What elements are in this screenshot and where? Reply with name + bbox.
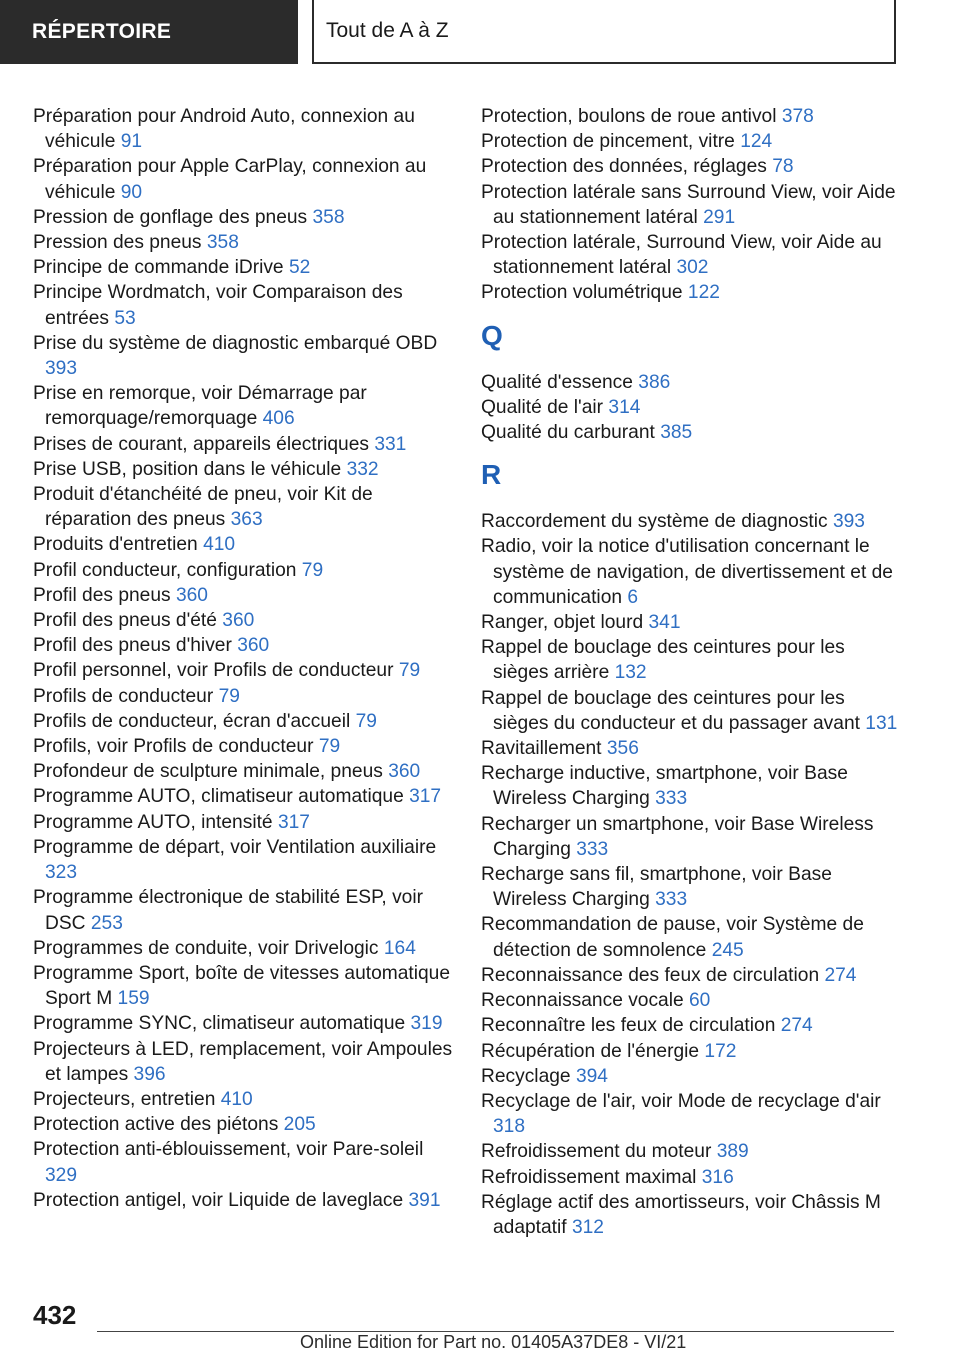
index-entry: [481, 1013, 901, 1038]
index-entry: [481, 912, 901, 962]
page-reference-link[interactable]: 90: [120, 181, 143, 203]
index-entry: [481, 1190, 901, 1240]
page-reference-link[interactable]: 319: [410, 1013, 443, 1035]
page-reference-link[interactable]: 358: [312, 206, 345, 228]
index-entry: [481, 963, 901, 988]
page-reference-link[interactable]: 172: [704, 1040, 737, 1062]
index-entry: [33, 633, 453, 658]
index-entry-text: Programme AUTO, intensité: [33, 811, 273, 833]
index-entry: [481, 230, 901, 280]
page-reference-link[interactable]: 79: [218, 685, 240, 707]
index-entry-text: Projecteurs, entretien: [33, 1088, 216, 1110]
index-entry-text: Protection de pincement, vitre: [481, 131, 735, 153]
page-reference-link[interactable]: 333: [576, 838, 609, 860]
index-entry: [33, 381, 453, 431]
page-reference-link[interactable]: 318: [493, 1116, 526, 1138]
page-reference-link[interactable]: 333: [655, 889, 688, 911]
index-entry: [481, 1089, 901, 1139]
page-reference-link[interactable]: 122: [687, 282, 720, 304]
index-entry-text: Projecteurs à LED, remplacement, voir Ampoules et lampes: [33, 1038, 453, 1085]
index-entry-text: Programmes de conduite, voir Drivelogic: [33, 937, 379, 959]
page-reference-link[interactable]: 363: [230, 509, 263, 531]
index-entry-text: Profils, voir Profils de conducteur: [33, 736, 314, 758]
page-reference-link[interactable]: 331: [374, 433, 407, 455]
index-entry-text: Refroidissement du moteur: [481, 1141, 712, 1163]
page-reference-link[interactable]: 393: [832, 511, 865, 533]
index-entry: [33, 255, 453, 280]
index-entry-text: Protection des données, réglages: [481, 156, 767, 178]
page-reference-link[interactable]: 385: [660, 422, 693, 444]
index-entry-text: Produit d'étanchéité de pneu, voir Kit de réparation des pneus: [33, 484, 373, 531]
index-entry-text: Profil des pneus: [33, 584, 171, 606]
index-entry: [33, 658, 453, 683]
page-reference-link[interactable]: 291: [703, 206, 736, 228]
page-reference-link[interactable]: 79: [318, 736, 341, 758]
index-entry-text: Protection anti-éblouissement, voir Pare-soleil: [33, 1139, 424, 1161]
index-group-r: [481, 509, 901, 1240]
index-entry-text: Recharge sans fil, smartphone, voir Base Wireless Charging: [481, 864, 832, 911]
index-entry: [33, 709, 453, 734]
index-entry: [481, 1039, 901, 1064]
index-entry: [33, 1087, 453, 1112]
page-reference-link[interactable]: 356: [606, 738, 639, 760]
index-entry-text: Recommandation de pause, voir Système de détection de somnolence: [481, 914, 864, 961]
index-entry: [481, 370, 901, 395]
index-entry: [33, 154, 453, 204]
page-reference-link[interactable]: 410: [220, 1088, 253, 1110]
page-reference-link[interactable]: 333: [655, 788, 688, 810]
index-entry: [33, 835, 453, 885]
index-entry-text: Protection active des piétons: [33, 1114, 279, 1136]
page-reference-link[interactable]: 314: [608, 396, 641, 418]
index-entry-text: Prise USB, position dans le véhicule: [33, 458, 342, 480]
index-entry: [33, 558, 453, 583]
page-reference-link[interactable]: 60: [689, 990, 711, 1012]
index-column-right: [481, 104, 901, 1240]
index-entry: [33, 684, 453, 709]
index-entry-text: Profil des pneus d'hiver: [33, 635, 232, 657]
index-entry-text: Radio, voir la notice d'utilisation concernant le système de navigation, de divertissement et de communication: [481, 536, 893, 608]
index-entry-text: Protection antigel, voir Liquide de laveglace: [33, 1189, 404, 1211]
index-entry: [481, 988, 901, 1013]
index-entry-text: Programme Sport, boîte de vitesses automatique Sport M: [33, 962, 451, 1010]
index-entry: [33, 482, 453, 532]
page-header: [0, 0, 960, 66]
page-reference-link[interactable]: 79: [355, 710, 377, 732]
index-entry-text: Protection, boulons de roue antivol: [481, 106, 777, 127]
page-reference-link[interactable]: 159: [117, 988, 150, 1010]
page-reference-link[interactable]: 53: [114, 307, 136, 329]
page-reference-link[interactable]: 410: [203, 534, 236, 556]
index-entry: [481, 635, 901, 685]
index-entry: [481, 610, 901, 635]
index-entry-text: Principe Wordmatch, voir Comparaison des entrées: [33, 282, 403, 329]
index-entry-text: Profil conducteur, configuration: [33, 559, 297, 581]
page-reference-link[interactable]: 360: [237, 635, 270, 657]
page-reference-link[interactable]: 396: [133, 1063, 166, 1085]
index-entry: [33, 759, 453, 784]
index-entry: [481, 280, 901, 305]
index-entry-text: Recharger un smartphone, voir Base Wireless Charging: [481, 813, 874, 860]
index-entry: [481, 180, 901, 230]
page-reference-link[interactable]: 323: [45, 862, 78, 884]
page-reference-link[interactable]: 378: [781, 106, 814, 127]
page-reference-link[interactable]: 52: [288, 257, 311, 279]
index-entry-text: Réglage actif des amortisseurs, voir Châssis M adaptatif: [481, 1191, 881, 1238]
page-reference-link[interactable]: 393: [45, 358, 78, 380]
index-entry-text: Recyclage: [481, 1065, 571, 1087]
page-reference-link[interactable]: 253: [90, 912, 123, 934]
page-reference-link[interactable]: 91: [120, 131, 143, 153]
index-entry-text: Profil des pneus d'été: [33, 610, 217, 632]
index-entry: [481, 534, 901, 610]
index-entry: [33, 583, 453, 608]
index-entry-text: Rappel de bouclage des ceintures pour les sièges du conducteur et du passager avant: [481, 687, 860, 734]
index-entry-text: Prises de courant, appareils électriques: [33, 433, 369, 455]
index-entry-text: Principe de commande iDrive: [33, 257, 284, 279]
index-entry-text: Protection latérale sans Surround View, voir Aide au stationnement latéral: [481, 181, 896, 228]
index-entry-text: Pression des pneus: [33, 232, 202, 254]
page-reference-link[interactable]: 79: [301, 559, 324, 581]
index-group-p-continued: [481, 104, 901, 306]
section-label: RÉPERTOIRE: [32, 20, 172, 43]
index-entry-text: Qualité d'essence: [481, 371, 633, 393]
index-entry: [33, 532, 453, 557]
index-entry: [481, 862, 901, 912]
index-entry-text: Programme électronique de stabilité ESP, voir DSC: [33, 887, 423, 934]
index-entry-text: Recyclage de l'air, voir Mode de recyclage d'air: [481, 1090, 881, 1112]
index-entry: [33, 1011, 453, 1036]
index-entry: [481, 761, 901, 811]
index-entry: [33, 936, 453, 961]
index-entry-text: Recharge inductive, smartphone, voir Base Wireless Charging: [481, 763, 848, 810]
footer-edition: Online Edition for Part no. 01405A37DE8 - VI/21: [300, 1332, 687, 1352]
index-entry-text: Profils de conducteur: [33, 685, 214, 707]
index-entry: [33, 1137, 453, 1187]
page-reference-link[interactable]: 386: [638, 371, 671, 393]
index-entry: [481, 736, 901, 761]
index-entry: [33, 1037, 453, 1087]
page-reference-link[interactable]: 389: [716, 1141, 749, 1163]
page-number: 432: [33, 1300, 77, 1330]
index-entry-text: Préparation pour Android Auto, connexion au véhicule: [33, 106, 415, 153]
index-entry: [33, 230, 453, 255]
index-entry-text: Qualité du carburant: [481, 422, 655, 444]
index-entry-text: Programme de départ, voir Ventilation auxiliaire: [33, 836, 437, 858]
index-entry-text: Refroidissement maximal: [481, 1166, 697, 1188]
index-entry-text: Protection latérale, Surround View, voir Aide au stationnement latéral: [481, 232, 882, 279]
index-group-q: [481, 370, 901, 446]
index-entry-text: Reconnaissance des feux de circulation: [481, 964, 820, 986]
index-entry-text: Profils de conducteur, écran d'accueil: [33, 710, 351, 732]
index-column-left: [33, 104, 453, 1213]
page-reference-link[interactable]: 317: [277, 811, 310, 833]
page-reference-link[interactable]: 329: [45, 1164, 78, 1186]
page-reference-link[interactable]: 316: [701, 1166, 734, 1188]
index-entry: [33, 104, 453, 154]
index-entry-text: Profondeur de sculpture minimale, pneus: [33, 761, 383, 783]
index-entry: [33, 608, 453, 633]
chapter-title: Tout de A à Z: [326, 19, 449, 42]
index-entry-text: Produits d'entretien: [33, 534, 198, 556]
index-entry: [481, 395, 901, 420]
index-entry-text: Ravitaillement: [481, 738, 602, 760]
index-entry-text: Qualité de l'air: [481, 396, 604, 418]
index-entry-text: Reconnaissance vocale: [481, 990, 684, 1012]
section-letter-q: Q: [481, 319, 503, 351]
page-reference-link[interactable]: 391: [408, 1189, 441, 1211]
page-reference-link[interactable]: 274: [824, 964, 857, 986]
index-entry: [481, 129, 901, 154]
index-entry: [481, 509, 901, 534]
index-entry-text: Profil personnel, voir Profils de conducteur: [33, 660, 394, 682]
page-reference-link[interactable]: 245: [711, 939, 744, 961]
index-entry: [481, 812, 901, 862]
page-reference-link[interactable]: 79: [398, 660, 421, 682]
page-reference-link[interactable]: 6: [627, 586, 639, 608]
index-entry-text: Pression de gonflage des pneus: [33, 206, 308, 228]
index-entry-text: Protection volumétrique: [481, 282, 683, 304]
page-reference-link[interactable]: 302: [676, 257, 709, 279]
page-reference-link[interactable]: 332: [346, 458, 379, 480]
chapter-title-box: [312, 0, 896, 64]
index-entry: [33, 784, 453, 809]
index-entry-text: Ranger, objet lourd: [481, 612, 644, 634]
index-entry: [33, 432, 453, 457]
index-entry: [481, 1165, 901, 1190]
index-entry-text: Prise du système de diagnostic embarqué OBD: [33, 332, 438, 354]
page-reference-link[interactable]: 317: [409, 786, 442, 808]
section-letter-r: R: [481, 459, 502, 491]
page-reference-link[interactable]: 78: [772, 156, 794, 178]
page-reference-link[interactable]: 360: [222, 610, 255, 632]
index-entry-text: Rappel de bouclage des ceintures pour les sièges arrière: [481, 637, 845, 684]
index-entry: [481, 420, 901, 445]
page-reference-link[interactable]: 360: [175, 584, 208, 606]
page-reference-link[interactable]: 341: [648, 612, 681, 634]
page-reference-link[interactable]: 274: [780, 1015, 813, 1037]
index-entry: [481, 154, 901, 179]
index-entry: [33, 331, 453, 381]
index-entry: [33, 1112, 453, 1137]
index-entry-text: Raccordement du système de diagnostic: [481, 511, 828, 533]
index-entry-text: Programme AUTO, climatiseur automatique: [33, 786, 404, 808]
page-reference-link[interactable]: 164: [383, 937, 416, 959]
page-reference-link[interactable]: 394: [575, 1065, 608, 1087]
index-entry: [33, 810, 453, 835]
page-reference-link[interactable]: 312: [571, 1216, 604, 1238]
page-reference-link[interactable]: 132: [614, 662, 647, 684]
index-entry-text: Reconnaître les feux de circulation: [481, 1015, 776, 1037]
index-entry-text: Prise en remorque, voir Démarrage par remorquage/remorquage: [33, 383, 367, 430]
index-entry: [33, 961, 453, 1011]
section-tab: [0, 0, 298, 64]
page-reference-link[interactable]: 124: [740, 131, 773, 153]
index-entry: [33, 885, 453, 935]
index-entry-text: Préparation pour Apple CarPlay, connexion au véhicule: [33, 156, 427, 203]
index-entry: [481, 1139, 901, 1164]
index-entry: [481, 686, 901, 736]
index-entry-text: Récupération de l'énergie: [481, 1040, 700, 1062]
page-reference-link[interactable]: 358: [206, 232, 239, 254]
index-entry: [481, 104, 901, 129]
index-entry-text: Programme SYNC, climatiseur automatique: [33, 1013, 406, 1035]
page-reference-link[interactable]: 406: [262, 408, 295, 430]
index-entry: [33, 457, 453, 482]
index-entry: [481, 1064, 901, 1089]
index-entry: [33, 1188, 453, 1213]
page-reference-link[interactable]: 205: [283, 1114, 316, 1136]
index-entry: [33, 280, 453, 330]
page-reference-link[interactable]: 360: [388, 761, 421, 783]
page-reference-link[interactable]: 131: [865, 712, 898, 734]
index-entry: [33, 734, 453, 759]
index-entry: [33, 205, 453, 230]
